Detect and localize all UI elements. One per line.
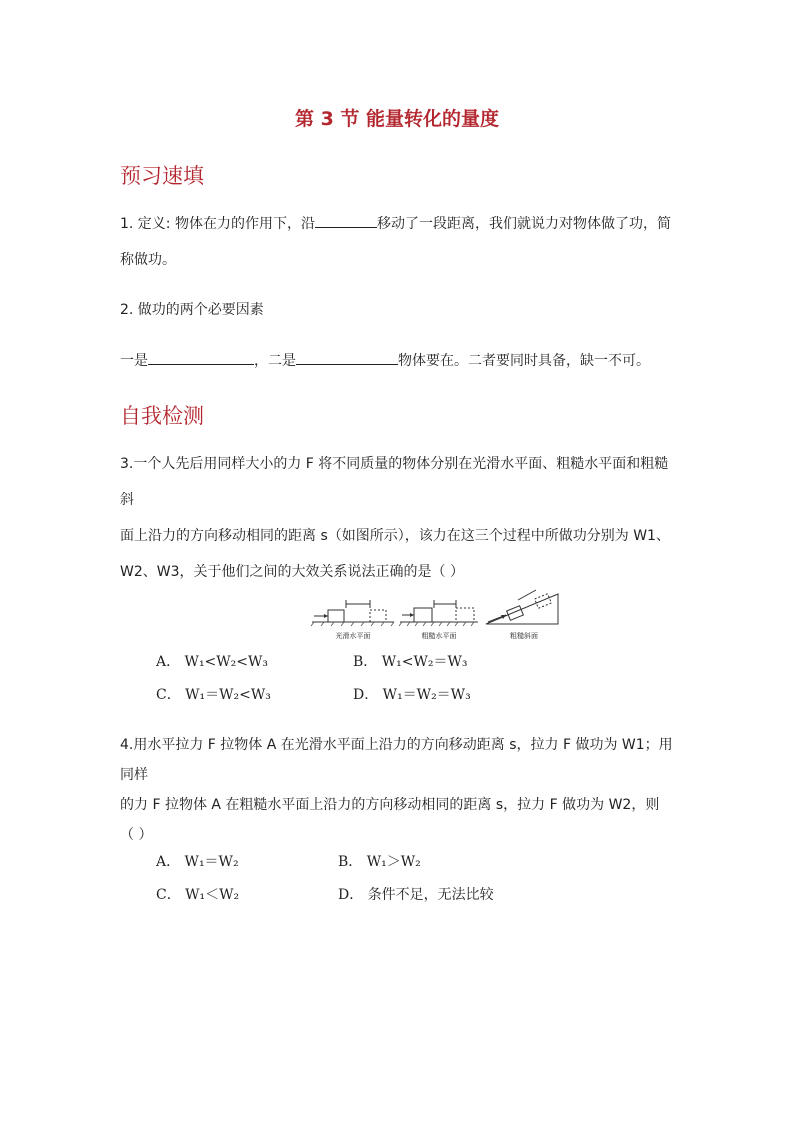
q1-blank[interactable] bbox=[315, 211, 377, 228]
question-3 bbox=[120, 446, 680, 590]
q1-suffix: 移动了一段距离，我们就说力对物体做了功，简 bbox=[376, 216, 671, 232]
q3-option-b[interactable]: B． W₁<W₂＝W₃ bbox=[353, 654, 468, 670]
q1-line2: 称做功。 bbox=[120, 252, 176, 268]
q3-line3: W2、W3，关于他们之间的大效关系说法正确的是（ ） bbox=[120, 564, 464, 580]
q4-option-d[interactable]: D． 条件不足，无法比较 bbox=[338, 887, 494, 903]
q2-blank-1[interactable] bbox=[148, 348, 254, 365]
figure-label-smooth: 光滑水平面 bbox=[335, 632, 371, 640]
q2-part1: 一是 bbox=[120, 353, 148, 369]
question-2: 2. 做功的两个必要因素 bbox=[120, 302, 264, 318]
q4-line1: 4.用水平拉力 F 拉物体 A 在光滑水平面上沿力的方向移动距离 s，拉力 F 做功为 W1；用同样 bbox=[120, 737, 673, 783]
q3-option-d[interactable]: D． W₁＝W₂＝W₃ bbox=[353, 687, 471, 703]
q4-line2: 的力 F 拉物体 A 在粗糙水平面上沿力的方向移动相同的距离 s，拉力 F 做功为 W2，则 bbox=[120, 797, 660, 813]
question-1 bbox=[120, 206, 680, 278]
q3-option-a[interactable]: A． W₁<W₂<W₃ bbox=[156, 654, 269, 670]
q4-line3: （ ） bbox=[120, 827, 153, 843]
q4-option-c[interactable]: C． W₁＜W₂ bbox=[156, 887, 240, 903]
page-title: 第 3 节 能量转化的量度 bbox=[294, 108, 500, 130]
q2-part3: 物体要在。二者要同时具备，缺一不可。 bbox=[398, 353, 650, 369]
q2-part2: ，二是 bbox=[254, 353, 296, 369]
q2-blank-2[interactable] bbox=[296, 348, 398, 365]
q4-option-a[interactable]: A． W₁＝W₂ bbox=[156, 854, 239, 870]
q3-line2: 面上沿力的方向移动相同的距离 s（如图所示），该力在这三个过程中所做功分别为 W1、 bbox=[120, 528, 670, 544]
figure-label-incline: 粗糙斜面 bbox=[510, 632, 538, 640]
q3-figure bbox=[310, 578, 560, 642]
q3-option-c[interactable]: C． W₁＝W₂<W₃ bbox=[156, 687, 271, 703]
figure-label-rough: 粗糙水平面 bbox=[421, 632, 457, 640]
q4-option-b[interactable]: B． W₁＞W₂ bbox=[338, 854, 421, 870]
q1-prefix: 1. 定义: 物体在力的作用下，沿 bbox=[120, 216, 315, 232]
q3-line1: 3.一个人先后用同样大小的力 F 将不同质量的物体分别在光滑水平面、粗糙水平面和粗糙斜 bbox=[120, 456, 669, 508]
section-heading-selfcheck: 自我检测 bbox=[120, 404, 204, 428]
question-2-fill bbox=[120, 343, 680, 379]
section-heading-preview: 预习速填 bbox=[120, 164, 204, 188]
question-4 bbox=[120, 730, 680, 850]
